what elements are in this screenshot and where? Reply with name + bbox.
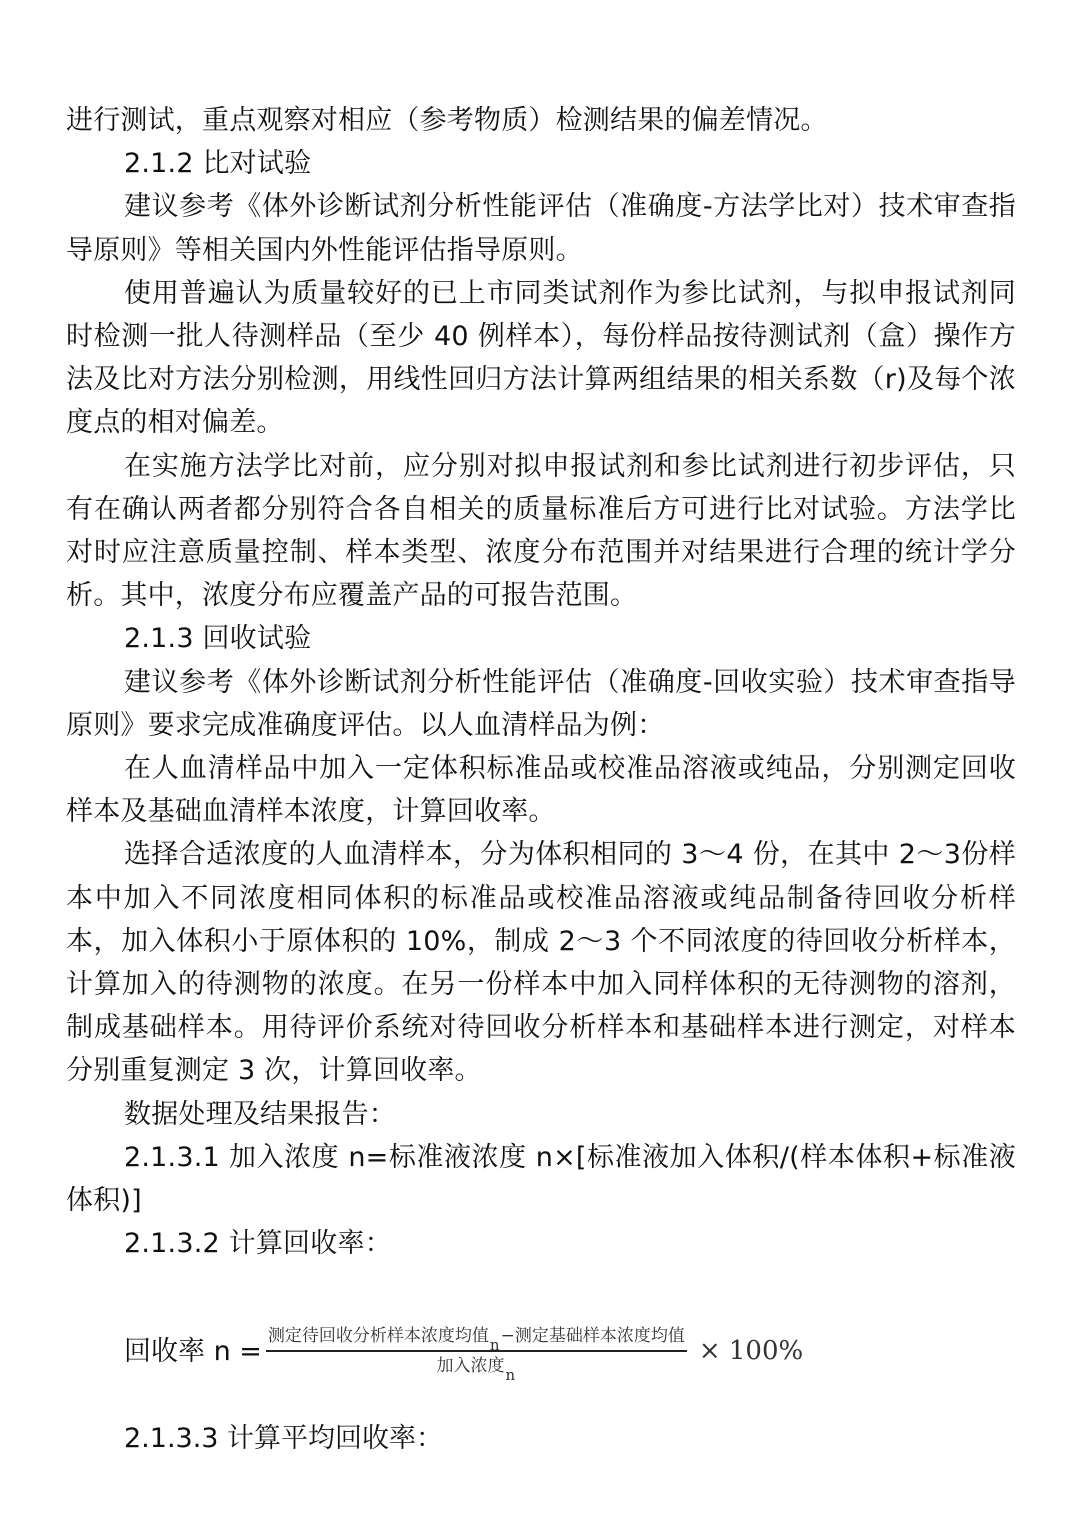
paragraph-data-processing: 数据处理及结果报告： (124, 1098, 396, 1130)
formula-fraction (266, 1326, 687, 1384)
paragraph-reference-comparison: 建议参考《体外诊断试剂分析性能评估（准确度-方法学比对）技术审查指导原则》等相关国内外性能评估指导原则。 (66, 191, 1016, 266)
numerator-subscript: n (489, 1336, 500, 1355)
paragraph-reference-recovery: 建议参考《体外诊断试剂分析性能评估（准确度-回收实验）技术审查指导原则》要求完成准确度评估。以人血清样品为例： (66, 666, 1016, 741)
formula-multiplier: × 100% (698, 1336, 804, 1366)
heading-2-1-3-2: 2.1.3.2 计算回收率： (124, 1228, 392, 1260)
heading-2-1-3-3: 2.1.3.3 计算平均回收率： (124, 1423, 444, 1454)
formula-numerator (266, 1326, 687, 1355)
heading-2-1-2: 2.1.2 比对试验 (124, 148, 312, 180)
numerator-part-b: −测定基础样本浓度均值 (500, 1326, 685, 1347)
formula-denominator (435, 1352, 519, 1384)
paragraph-reference-reagent: 使用普遍认为质量较好的已上市同类试剂作为参比试剂，与拟申报试剂同时检测一批人待测样品（至少 40 例样本），每份样品按待测试剂（盒）操作方法及比对方法分别检测，用线性回归方法计算两组结果的相关系数（r)及每个浓度点的相对偏差。 (66, 277, 1016, 439)
heading-2-1-3: 2.1.3 回收试验 (124, 623, 312, 655)
recovery-rate-formula (124, 1312, 803, 1390)
heading-2-1-3-1: 2.1.3.1 加入浓度 n=标准液浓度 n×[标准液加入体积/(样本体积+标准液体积)] (66, 1141, 1016, 1217)
numerator-part-a: 测定待回收分析样本浓度均值 (267, 1326, 489, 1347)
paragraph-continuation: 进行测试，重点观察对相应（参考物质）检测结果的偏差情况。 (66, 105, 828, 136)
denominator-subscript: n (505, 1365, 516, 1384)
paragraph-preliminary-evaluation: 在实施方法学比对前，应分别对拟申报试剂和参比试剂进行初步评估，只有在确认两者都分别符合各自相关的质量标准后方可进行比对试验。方法学比对时应注意质量控制、样本类型、浓度分布范围并对结果进行合理的统计学分析。其中，浓度分布应覆盖产品的可报告范围。 (66, 450, 1016, 612)
formula-lhs: 回收率 n = (124, 1335, 262, 1367)
document-body (66, 99, 1016, 1265)
paragraph-sample-preparation: 选择合适浓度的人血清样本，分为体积相同的 3～4 份，在其中 2～3份样本中加入不同浓度相同体积的标准品或校准品溶液或纯品制备待回收分析样本，加入体积小于原体积的 10%，制成 2～3 个不同浓度的待回收分析样本，计算加入的待测物的浓度。在另一份样本中加入同样体积的无待测物的溶剂，制成基础样本。用待评价系统对待回收分析样本和基础样本进行测定，对样本分别重复测定 3 次，计算回收率。 (66, 839, 1016, 1087)
paragraph-serum-spike: 在人血清样品中加入一定体积标准品或校准品溶液或纯品，分别测定回收样本及基础血清样本浓度，计算回收率。 (66, 753, 1016, 828)
denominator-text: 加入浓度 (436, 1355, 505, 1376)
